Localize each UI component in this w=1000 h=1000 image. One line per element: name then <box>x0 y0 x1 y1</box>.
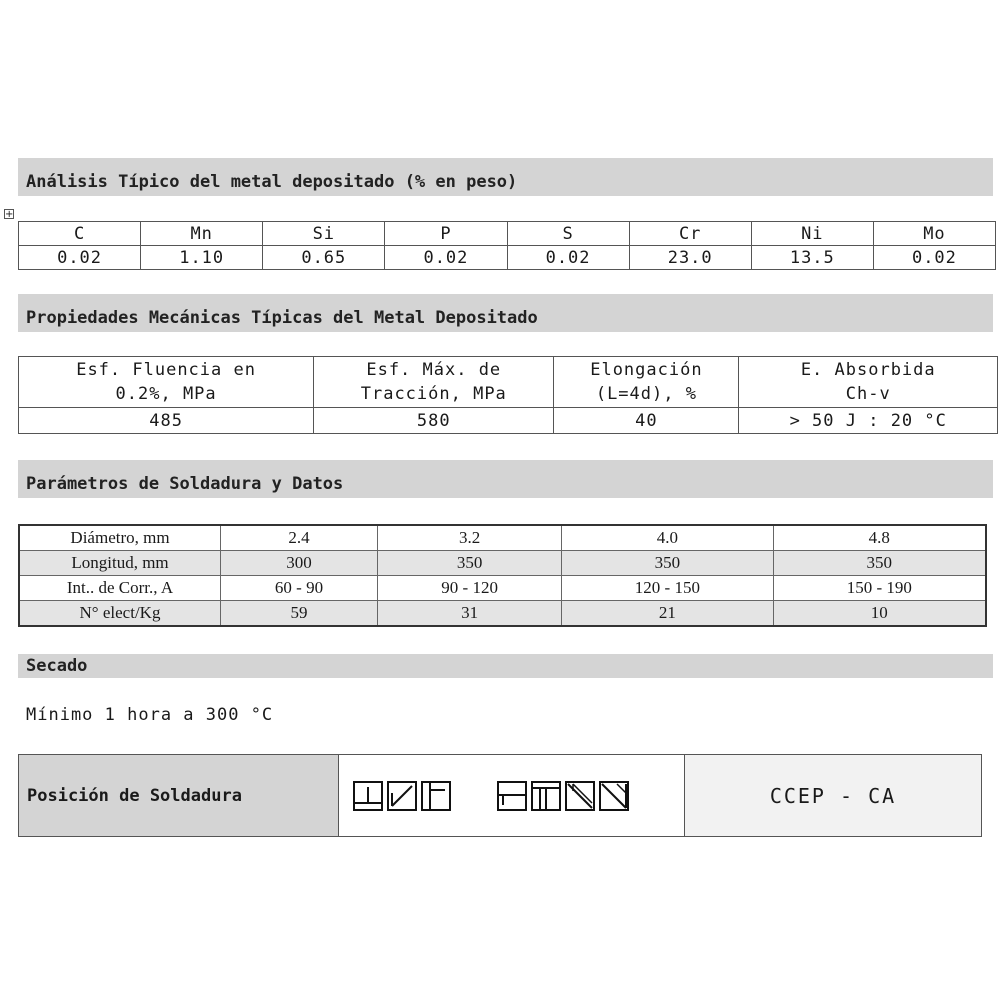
chem-header-p: P <box>385 222 507 246</box>
weld-label-length: Longitud, mm <box>19 551 221 576</box>
mech-header-tensile <box>314 357 554 408</box>
table-row <box>19 576 986 601</box>
position-label: Posición de Soldadura <box>19 755 339 836</box>
weld-label-electrodes: N° elect/Kg <box>19 601 221 627</box>
vertical-down-icon <box>599 781 629 811</box>
position-icons <box>339 755 685 836</box>
mech-header-yield <box>19 357 314 408</box>
table-row <box>19 357 998 408</box>
weld-section-title: Parámetros de Soldadura y Datos <box>18 460 993 498</box>
horizontal-fillet-icon <box>387 781 417 811</box>
chem-value-s: 0.02 <box>507 246 629 270</box>
horizontal-weld-icon <box>421 781 451 811</box>
weld-cell: 60 - 90 <box>221 576 378 601</box>
chem-value-mn: 1.10 <box>141 246 263 270</box>
drying-text: Mínimo 1 hora a 300 °C <box>26 705 274 725</box>
drying-section-title: Secado <box>18 654 993 678</box>
weld-cell: 120 - 150 <box>562 576 773 601</box>
table-move-handle-icon[interactable]: + <box>5 209 14 220</box>
chem-header-c: C <box>19 222 141 246</box>
table-row <box>19 525 986 551</box>
weld-cell: 350 <box>773 551 986 576</box>
table-row <box>19 246 996 270</box>
flat-weld-icon <box>353 781 383 811</box>
chem-header-s: S <box>507 222 629 246</box>
mech-header-elongation <box>554 357 739 408</box>
table-row <box>19 601 986 627</box>
mech-header-elongation-line1: Elongación <box>590 360 703 380</box>
weld-cell: 3.2 <box>378 525 562 551</box>
chem-header-si: Si <box>263 222 385 246</box>
weld-cell: 59 <box>221 601 378 627</box>
weld-label-diameter: Diámetro, mm <box>19 525 221 551</box>
mech-header-tensile-line1: Esf. Máx. de <box>366 360 502 380</box>
chem-header-mo: Mo <box>873 222 995 246</box>
chem-value-p: 0.02 <box>385 246 507 270</box>
mech-section-title: Propiedades Mecánicas Típicas del Metal Depositado <box>18 294 993 332</box>
weld-label-current: Int.. de Corr., A <box>19 576 221 601</box>
mech-value-elongation: 40 <box>554 408 739 434</box>
chem-section-title: Análisis Típico del metal depositado (% en peso) <box>18 158 993 196</box>
mech-header-impact-line1: E. Absorbida <box>800 360 936 380</box>
electrode-code: CCEP - CA <box>685 755 981 836</box>
chem-header-cr: Cr <box>629 222 751 246</box>
weld-cell: 21 <box>562 601 773 627</box>
vertical-weld-icon <box>497 781 527 811</box>
weld-cell: 350 <box>562 551 773 576</box>
welding-parameters-table <box>18 524 987 627</box>
weld-cell: 150 - 190 <box>773 576 986 601</box>
chem-header-ni: Ni <box>751 222 873 246</box>
table-row <box>19 222 996 246</box>
chem-value-mo: 0.02 <box>873 246 995 270</box>
weld-cell: 10 <box>773 601 986 627</box>
overhead-weld-icon <box>531 781 561 811</box>
table-row <box>19 408 998 434</box>
chemical-analysis-table <box>18 221 996 270</box>
chem-value-cr: 23.0 <box>629 246 751 270</box>
mech-value-impact: > 50 J : 20 °C <box>739 408 998 434</box>
mech-header-impact <box>739 357 998 408</box>
weld-cell: 90 - 120 <box>378 576 562 601</box>
chem-header-mn: Mn <box>141 222 263 246</box>
mech-value-yield: 485 <box>19 408 314 434</box>
mech-header-elongation-line2: (L=4d), % <box>595 384 697 404</box>
welding-position-box <box>18 754 982 837</box>
mech-header-yield-line1: Esf. Fluencia en <box>76 360 256 380</box>
mech-value-tensile: 580 <box>314 408 554 434</box>
vertical-up-icon <box>565 781 595 811</box>
mech-header-impact-line2: Ch-v <box>845 384 891 404</box>
mech-header-tensile-line2: Tracción, MPa <box>360 384 507 404</box>
chem-value-ni: 13.5 <box>751 246 873 270</box>
table-row <box>19 551 986 576</box>
weld-cell: 4.0 <box>562 525 773 551</box>
weld-cell: 31 <box>378 601 562 627</box>
mech-header-yield-line2: 0.2%, MPa <box>115 384 217 404</box>
weld-cell: 300 <box>221 551 378 576</box>
weld-cell: 2.4 <box>221 525 378 551</box>
mechanical-properties-table <box>18 356 998 434</box>
chem-value-c: 0.02 <box>19 246 141 270</box>
weld-cell: 4.8 <box>773 525 986 551</box>
weld-cell: 350 <box>378 551 562 576</box>
chem-value-si: 0.65 <box>263 246 385 270</box>
